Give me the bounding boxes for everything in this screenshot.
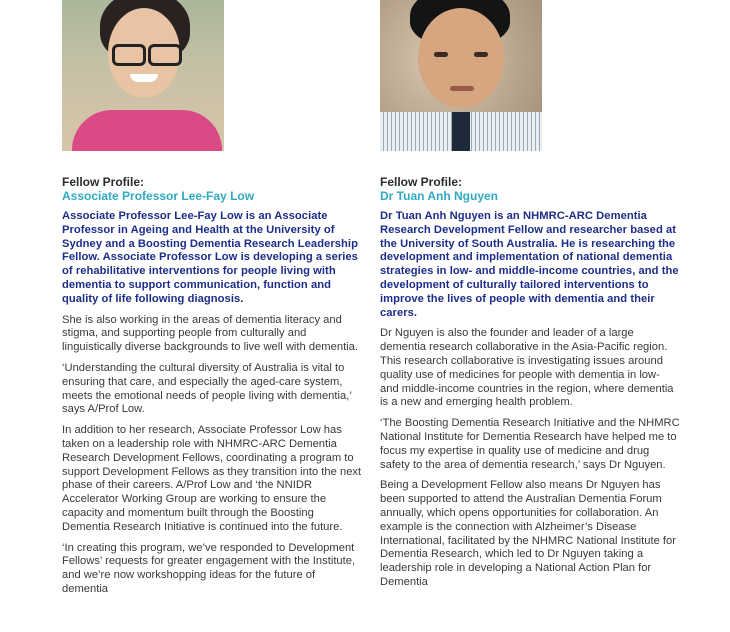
glasses-left-lens xyxy=(112,44,146,66)
profile-paragraph: She is also working in the areas of dementia literacy and stigma, and supporting people from culturally and linguistically diverse backgrounds to live well with dementia. xyxy=(62,313,358,354)
profile-column-left xyxy=(62,0,362,597)
glasses-right-lens xyxy=(148,44,182,66)
portrait-shirt xyxy=(72,110,222,151)
profile-paragraph: In addition to her research, Associate Professor Low has taken on a leadership role with NHMRC-ARC Dementia Research Development Fellows, coordinating a program to support Development Fellows as they transition into the next phase of their careers. A/Prof Low and ‘the NNIDR Accelerator Working Group are working to ensure the capacity and momentum built through the Boosting Dementia Research Initiative is continued into the future. xyxy=(62,424,362,533)
portrait-eye-left xyxy=(434,52,448,57)
portrait-photo-lee-fay-low xyxy=(62,0,224,151)
fellow-name: Associate Professor Lee-Fay Low xyxy=(62,189,255,203)
profile-paragraph: ‘In creating this program, we’ve responded to Development Fellows’ requests for greater engagement with the Institute, and we’re now workshopping ideas for the future of dementia xyxy=(62,541,356,595)
profile-paragraph: ‘Understanding the cultural diversity of Australia is vital to ensuring that care, and especially the aged-care system, meets the emotional needs of people living with dementia,’ says A/Prof Low. xyxy=(62,361,352,416)
profile-paragraph: ‘The Boosting Dementia Research Initiative and the NHMRC National Institute for Dementia Research have helped me to focus my expertise in quality use of medicine and drug safety to the area of dementia research,’ says Dr Nguyen. xyxy=(380,417,680,471)
portrait-face xyxy=(418,8,504,108)
fellow-profile-label: Fellow Profile: xyxy=(380,175,463,189)
portrait-tie xyxy=(452,112,470,151)
profile-lead-paragraph: Dr Tuan Anh Nguyen is an NHMRC-ARC Dementia Research Development Fellow and researcher based at the University of South Australia. He is researching the development and implementation of national dementia strategies in low- and middle-income countries, and the development of culturally tailored interventions to improve the lives of people with dementia and their carers. xyxy=(380,210,679,319)
profile-paragraph: Being a Development Fellow also means Dr Nguyen has been supported to attend the Australian Dementia Forum annually, which opens opportunities for collaboration. An example is the connection with Alzheimer’s Disease International, facilitated by the NHMRC National Institute for Dementia Research, which led to Dr Nguyen taking a leadership role in developing a National Action Plan for Dementia xyxy=(380,479,676,588)
portrait-photo-tuan-anh-nguyen xyxy=(380,0,542,151)
profile-lead-paragraph: Associate Professor Lee-Fay Low is an Associate Professor in Ageing and Health at the University of Sydney and a Boosting Dementia Research Leadership Fellow. Associate Professor Low is developing a series of rehabilitative interventions for people living with dementia to support communication, function and quality of life following diagnosis. xyxy=(62,210,358,305)
profile-column-right xyxy=(380,0,680,590)
portrait-eye-right xyxy=(474,52,488,57)
fellow-name: Dr Tuan Anh Nguyen xyxy=(380,189,498,203)
portrait-smile xyxy=(130,74,158,82)
portrait-mouth xyxy=(450,86,474,91)
fellow-profile-label: Fellow Profile: xyxy=(62,175,145,189)
profile-paragraph: Dr Nguyen is also the founder and leader of a large dementia research collaborative in the Asia-Pacific region. This research collaborative is investigating issues around quality use of medicines for people with dementia in low- and middle-income countries in the region, where dementia is a new and emerging health problem. xyxy=(380,327,674,409)
